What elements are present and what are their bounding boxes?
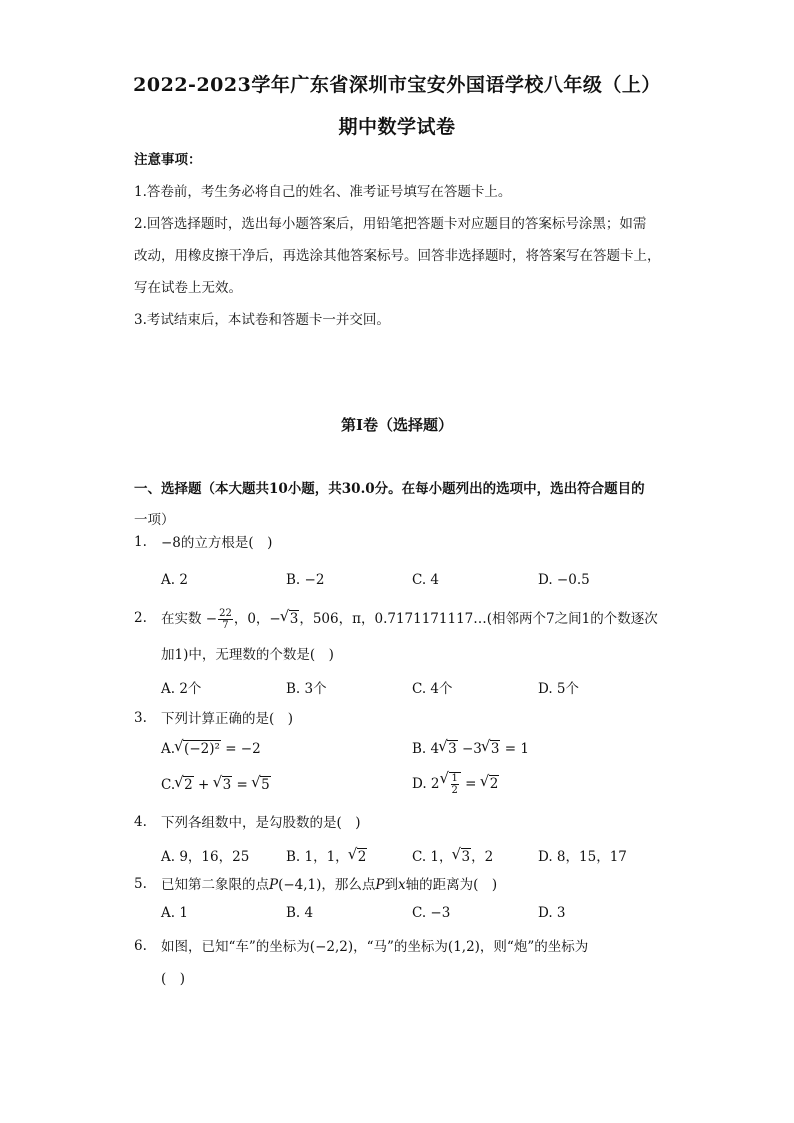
- q3-option-c: [161, 776, 271, 793]
- q2-option-a: A. 2个: [161, 681, 202, 697]
- q2-option-c: C. 4个: [412, 681, 453, 697]
- q1-option-d: D. −0.5: [538, 572, 590, 588]
- q5-var-p: P: [269, 877, 279, 893]
- q3-option-b: [412, 740, 529, 757]
- fraction: [451, 773, 459, 796]
- option-rest: = −2: [220, 741, 261, 757]
- radicand: √ 3: [447, 740, 458, 757]
- q5-option-c: C. −3: [412, 905, 451, 921]
- q4-option-a: A. 9，16，25: [161, 849, 250, 865]
- q5-text-pre: 已知第二象限的点: [161, 877, 269, 893]
- q1-option-a: A. 2: [161, 572, 188, 588]
- option-label: C. 1，: [412, 849, 453, 865]
- question-text: 下列计算正确的是( ): [161, 711, 294, 727]
- section-title: 第I卷（选择题）: [340, 416, 454, 434]
- part-heading-line2: 一项）: [134, 512, 175, 528]
- notice-item-3: 3.考试结束后，本试卷和答题卡一并交回。: [134, 312, 390, 328]
- option-label: B. 1，1，: [286, 849, 349, 865]
- q2-text-post: ，506，π，0.7171171117…(相邻两个7之间1的个数逐次: [299, 611, 658, 627]
- option-label: D. 2: [412, 776, 440, 792]
- q2-fraction: [218, 608, 233, 631]
- radicand: √ 5: [260, 776, 271, 793]
- question-text: 如图，已知“车”的坐标为(−2,2)，“马”的坐标为(1,2)，则“炮”的坐标为: [161, 939, 589, 955]
- q5-option-d: D. 3: [538, 905, 566, 921]
- question-number: 5.: [134, 876, 147, 892]
- q4-option-d: D. 8，15，17: [538, 849, 627, 865]
- part-heading-line1: 一、选择题（本大题共10小题，共30.0分。在每小题列出的选项中，选出符合题目的: [134, 481, 645, 497]
- radicand: √ 3: [490, 740, 501, 757]
- exam-title-line2: 期中数学试卷: [338, 116, 456, 138]
- q2-sqrt: √ 3: [289, 610, 300, 627]
- radicand: √ 2: [183, 776, 194, 793]
- question-text: −8的立方根是( ): [161, 535, 273, 551]
- q2-text-mid: ，0，−: [233, 611, 281, 627]
- radicand: √ 2: [489, 775, 500, 792]
- q1-option-b: B. −2: [286, 572, 325, 588]
- q3-option-a: [161, 740, 261, 757]
- question-number: 4.: [134, 814, 147, 830]
- radicand: √ 2: [357, 848, 368, 865]
- fraction-denominator: 2: [451, 785, 458, 796]
- fraction-denominator: 7: [222, 620, 229, 631]
- question-text: 下列各组数中，是勾股数的是( ): [161, 815, 361, 831]
- q5-var-p2: P: [375, 877, 385, 893]
- question-text: [161, 602, 676, 636]
- radical-fraction: [449, 772, 461, 796]
- radicand: √ (−2)²: [183, 740, 221, 757]
- q5-option-a: A. 1: [161, 905, 188, 921]
- question-text-line2: 加1)中，无理数的个数是( ): [161, 647, 334, 663]
- q1-option-c: C. 4: [412, 572, 440, 588]
- question-number: 1.: [134, 534, 147, 550]
- option-mid: +: [193, 777, 214, 793]
- notice-item-2b: 改动，用橡皮擦干净后，再选涂其他答案标号。回答非选择题时，将答案写在答题卡上，: [134, 248, 661, 264]
- question-text-line2: ( ): [161, 971, 186, 987]
- radicand: √ 3: [461, 848, 472, 865]
- radicand: √ 3: [222, 776, 233, 793]
- q5-var-x: x: [398, 877, 406, 893]
- fraction-numerator: 22: [219, 608, 232, 619]
- q5-text-mid2: 到: [384, 877, 399, 893]
- notice-item-2c: 写在试卷上无效。: [134, 280, 242, 296]
- option-label: B. 4: [412, 741, 440, 757]
- q2-text-pre: 在实数 −: [161, 611, 218, 627]
- option-mid: −3: [457, 741, 482, 757]
- notice-heading: 注意事项：: [134, 152, 202, 168]
- q4-option-c: [412, 845, 493, 865]
- q5-text-mid: ，那么点: [321, 877, 376, 893]
- notice-block: [134, 144, 674, 336]
- option-mid: =: [232, 777, 253, 793]
- q5-option-b: B. 4: [286, 905, 314, 921]
- notice-item-1: 1.答卷前，考生务必将自己的姓名、准考证号填写在答题卡上。: [134, 184, 512, 200]
- option-label: A.: [161, 741, 176, 757]
- question-number: 3.: [134, 710, 147, 726]
- question-number: 2.: [134, 610, 147, 626]
- q2-option-d: D. 5个: [538, 681, 580, 697]
- option-rest: ，2: [471, 849, 494, 865]
- option-label: C.: [161, 777, 176, 793]
- exam-title-line1: 2022-2023学年广东省深圳市宝安外国语学校八年级（上）: [133, 74, 661, 96]
- notice-item-2a: 2.回答选择题时，选出每小题答案后，用铅笔把答题卡对应题目的答案标号涂黑；如需: [134, 216, 647, 232]
- option-mid: =: [460, 776, 481, 792]
- q3-option-d: [412, 772, 499, 796]
- q5-coord: (−4,1): [278, 877, 322, 893]
- q5-text-post: 轴的距离为( ): [405, 877, 498, 893]
- q2-option-b: B. 3个: [286, 681, 327, 697]
- fraction-numerator: √ 1: [451, 773, 458, 784]
- q4-option-b: [286, 845, 367, 865]
- option-rest: = 1: [500, 741, 529, 757]
- question-number: 6.: [134, 938, 147, 954]
- question-text: [161, 868, 676, 902]
